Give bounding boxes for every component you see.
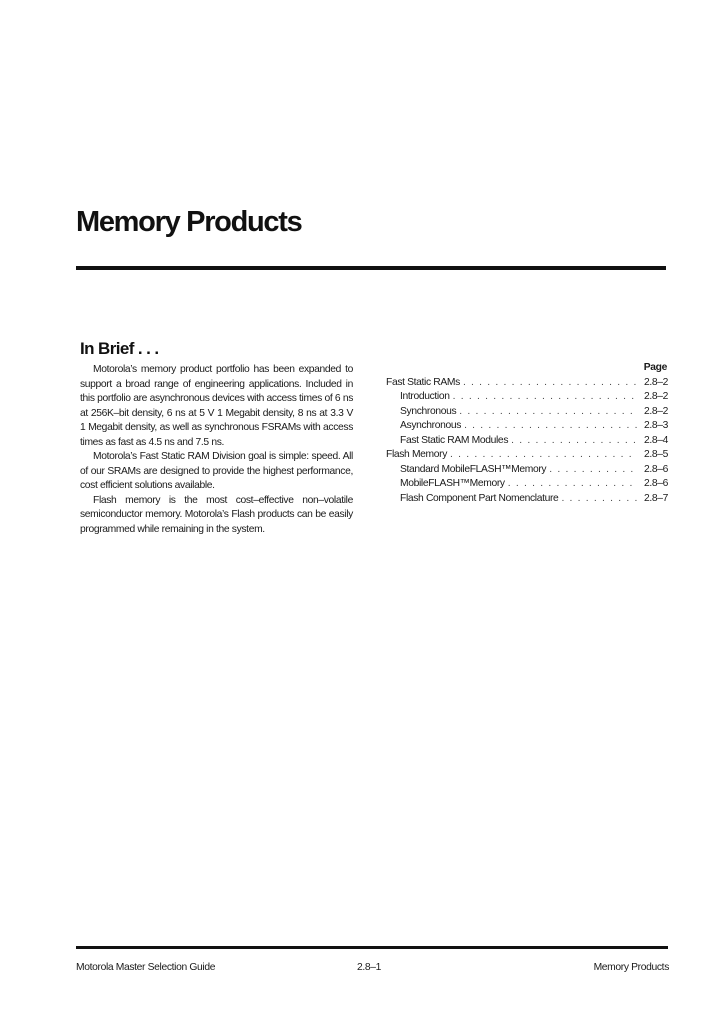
toc-entry-page: 2.8–2 [643,391,668,402]
toc-entry-label: Asynchronous [400,420,462,431]
toc-dot-leader [549,463,637,478]
toc-dot-leader [508,477,637,492]
toc-dot-leader [459,405,637,420]
toc-entry-label: MobileFLASH™Memory [400,478,505,489]
toc-dot-leader [453,390,637,405]
footer-publication-title: Motorola Master Selection Guide [76,962,216,973]
toc-dot-leader [464,419,637,434]
toc-entry-fast-static-ram-modules[interactable] [386,434,668,449]
toc-entry-synchronous[interactable] [386,405,668,420]
toc-dot-leader [511,434,637,449]
footer-divider [76,946,668,949]
toc-entry-page: 2.8–7 [643,492,668,504]
toc-dot-leader [450,448,637,463]
footer-page-number: 2.8–1 [357,962,382,973]
toc-entry-page: 2.8–6 [643,478,668,489]
toc-entry-introduction[interactable] [386,390,668,405]
title-divider [76,266,666,270]
toc-entry-page: 2.8–5 [643,449,668,460]
toc-entry-label: Flash Component Part Nomenclature [400,492,559,504]
toc-page-column-header: Page [643,362,667,373]
toc-entry-asynchronous[interactable] [386,419,668,434]
table-of-contents [386,361,668,506]
in-brief-body [80,363,353,537]
toc-entry-page: 2.8–2 [643,376,668,388]
toc-entry-page: 2.8–6 [643,463,668,475]
toc-entry-standard-mobileflash-memory[interactable] [386,463,668,478]
toc-dot-leader [463,376,637,391]
toc-entry-flash-memory[interactable] [386,448,668,463]
footer-section-title: Memory Products [593,962,669,973]
toc-entry-label: Flash Memory [386,449,448,460]
page-title: Memory Products [76,206,302,238]
toc-entry-page: 2.8–2 [643,405,668,417]
in-brief-heading: In Brief . . . [80,339,159,358]
toc-entry-page: 2.8–3 [643,420,668,431]
toc-entry-fast-static-rams[interactable] [386,376,668,391]
in-brief-paragraph: Motorola’s memory product portfolio has been expanded to support a broad range of engineering applications. Included in this portfolio are asynchronous devices with access times of 6 ns at 256K–bit density, 6 ns at 5 V 1 Megabit density, 8 ns at 3.3 V 1 Megabit density, as well as synchronous FSRAMs with access times as fast as 4.5 ns and 7.5 ns. [80,364,353,448]
page-footer [76,962,669,976]
toc-entry-page: 2.8–4 [643,434,668,446]
toc-entry-label: Introduction [400,391,450,402]
toc-entry-label: Fast Static RAMs [386,376,460,388]
toc-dot-leader [561,492,637,507]
in-brief-paragraph: Motorola’s Fast Static RAM Division goal is simple: speed. All of our SRAMs are designed to provide the highest performance, cost efficient solutions available. [80,451,353,491]
in-brief-paragraph: Flash memory is the most cost–effective non–volatile semiconductor memory. Motorola’s Flash products can be easily programmed while remaining in the system. [80,494,353,535]
toc-entry-label: Standard MobileFLASH™Memory [400,463,547,475]
toc-entry-flash-component-part-nomenclature[interactable] [386,492,668,507]
toc-entry-label: Fast Static RAM Modules [400,434,509,446]
toc-entry-label: Synchronous [400,405,457,417]
toc-entry-mobileflash-memory[interactable] [386,477,668,492]
